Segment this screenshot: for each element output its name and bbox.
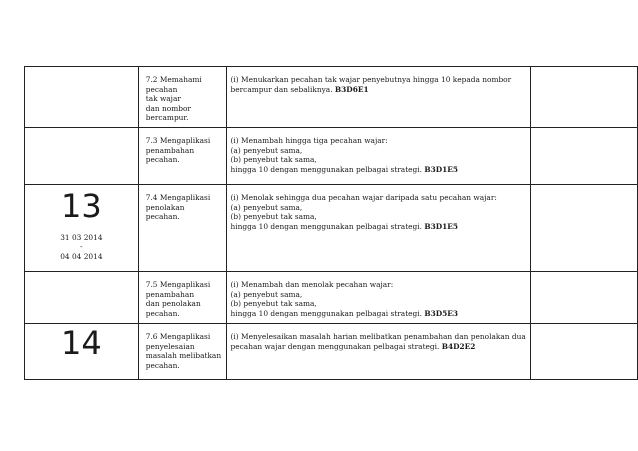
- table-row: [25, 67, 638, 128]
- objective-line: pecahan wajar dengan menggunakan pelbagai strategi.: [230, 341, 440, 351]
- standard-cell: [138, 67, 226, 128]
- table-row: [25, 323, 638, 379]
- objective-line: (b) penyebut tak sama,: [230, 155, 317, 165]
- performance-code: B3D1E5: [424, 221, 459, 231]
- objective-cell: [226, 67, 530, 128]
- standard-cell: [138, 127, 226, 184]
- objective-line: (i) Menyelesaikan masalah harian melibatkan penambahan dan penolakan dua: [230, 331, 526, 341]
- objective-line: (i) Menolak sehingga dua pecahan wajar daripada satu pecahan wajar:: [230, 192, 497, 202]
- objective-line: (b) penyebut tak sama,: [230, 299, 317, 309]
- performance-code: B3D1E5: [424, 164, 459, 174]
- notes-cell: [530, 67, 637, 128]
- standard-cell: [138, 323, 226, 379]
- table-row: [25, 184, 638, 271]
- objective-line: hingga 10 dengan menggunakan pelbagai strategi.: [230, 221, 422, 231]
- objective-line: (i) Menukarkan pecahan tak wajar penyebutnya hingga 10 kepada nombor: [230, 75, 512, 84]
- week-cell: [25, 67, 139, 128]
- objective-cell: [226, 127, 530, 184]
- date-start: 31 03 2014: [60, 232, 103, 242]
- lesson-plan-table: [24, 66, 638, 380]
- notes-cell: [530, 184, 637, 271]
- objective-line: hingga 10 dengan menggunakan pelbagai strategi.: [230, 308, 422, 318]
- learning-standard: 7.4 Mengaplikasi penolakan pecahan.: [145, 192, 211, 222]
- date-end: 04 04 2014: [60, 251, 103, 261]
- performance-code: B3D5E3: [424, 308, 459, 318]
- week-cell: [25, 271, 139, 323]
- objective-line: bercampur dan sebaliknya.: [230, 84, 333, 94]
- objective-cell: [226, 184, 530, 271]
- week-cell: [25, 323, 139, 379]
- objective-line: (a) penyebut sama,: [230, 289, 303, 299]
- objective-cell: [226, 323, 530, 379]
- performance-code: B4D2E2: [441, 341, 476, 351]
- objective-line: (i) Menambah dan menolak pecahan wajar:: [230, 279, 394, 289]
- objective-line: hingga 10 dengan menggunakan pelbagai strategi.: [230, 164, 422, 174]
- week-cell: [25, 184, 139, 271]
- learning-standard: 7.6 Mengaplikasi penyelesaian masalah melibatkan pecahan.: [145, 331, 222, 370]
- week-number: 14: [61, 323, 102, 362]
- date-separator: -: [80, 242, 83, 252]
- objective-line: (i) Menambah hingga tiga pecahan wajar:: [230, 135, 388, 145]
- notes-cell: [530, 271, 637, 323]
- learning-standard: 7.3 Mengaplikasi penambahan pecahan.: [145, 135, 211, 165]
- objective-line: (b) penyebut tak sama,: [230, 212, 317, 222]
- objective-line: (a) penyebut sama,: [230, 145, 303, 155]
- standard-cell: [138, 271, 226, 323]
- objective-line: (a) penyebut sama,: [230, 202, 303, 212]
- standard-cell: [138, 184, 226, 271]
- notes-cell: [530, 127, 637, 184]
- notes-cell: [530, 323, 637, 379]
- table-row: [25, 271, 638, 323]
- objective-cell: [226, 271, 530, 323]
- week-number: 13: [61, 186, 102, 225]
- learning-standard: 7.5 Mengaplikasi penambahan dan penolakan pecahan.: [145, 279, 211, 318]
- performance-code: B3D6E1: [334, 84, 369, 94]
- learning-standard: 7.2 Memahami pecahan tak wajar dan nombor bercampur.: [145, 75, 202, 123]
- week-dates: [25, 233, 138, 261]
- table-row: [25, 127, 638, 184]
- week-cell: [25, 127, 139, 184]
